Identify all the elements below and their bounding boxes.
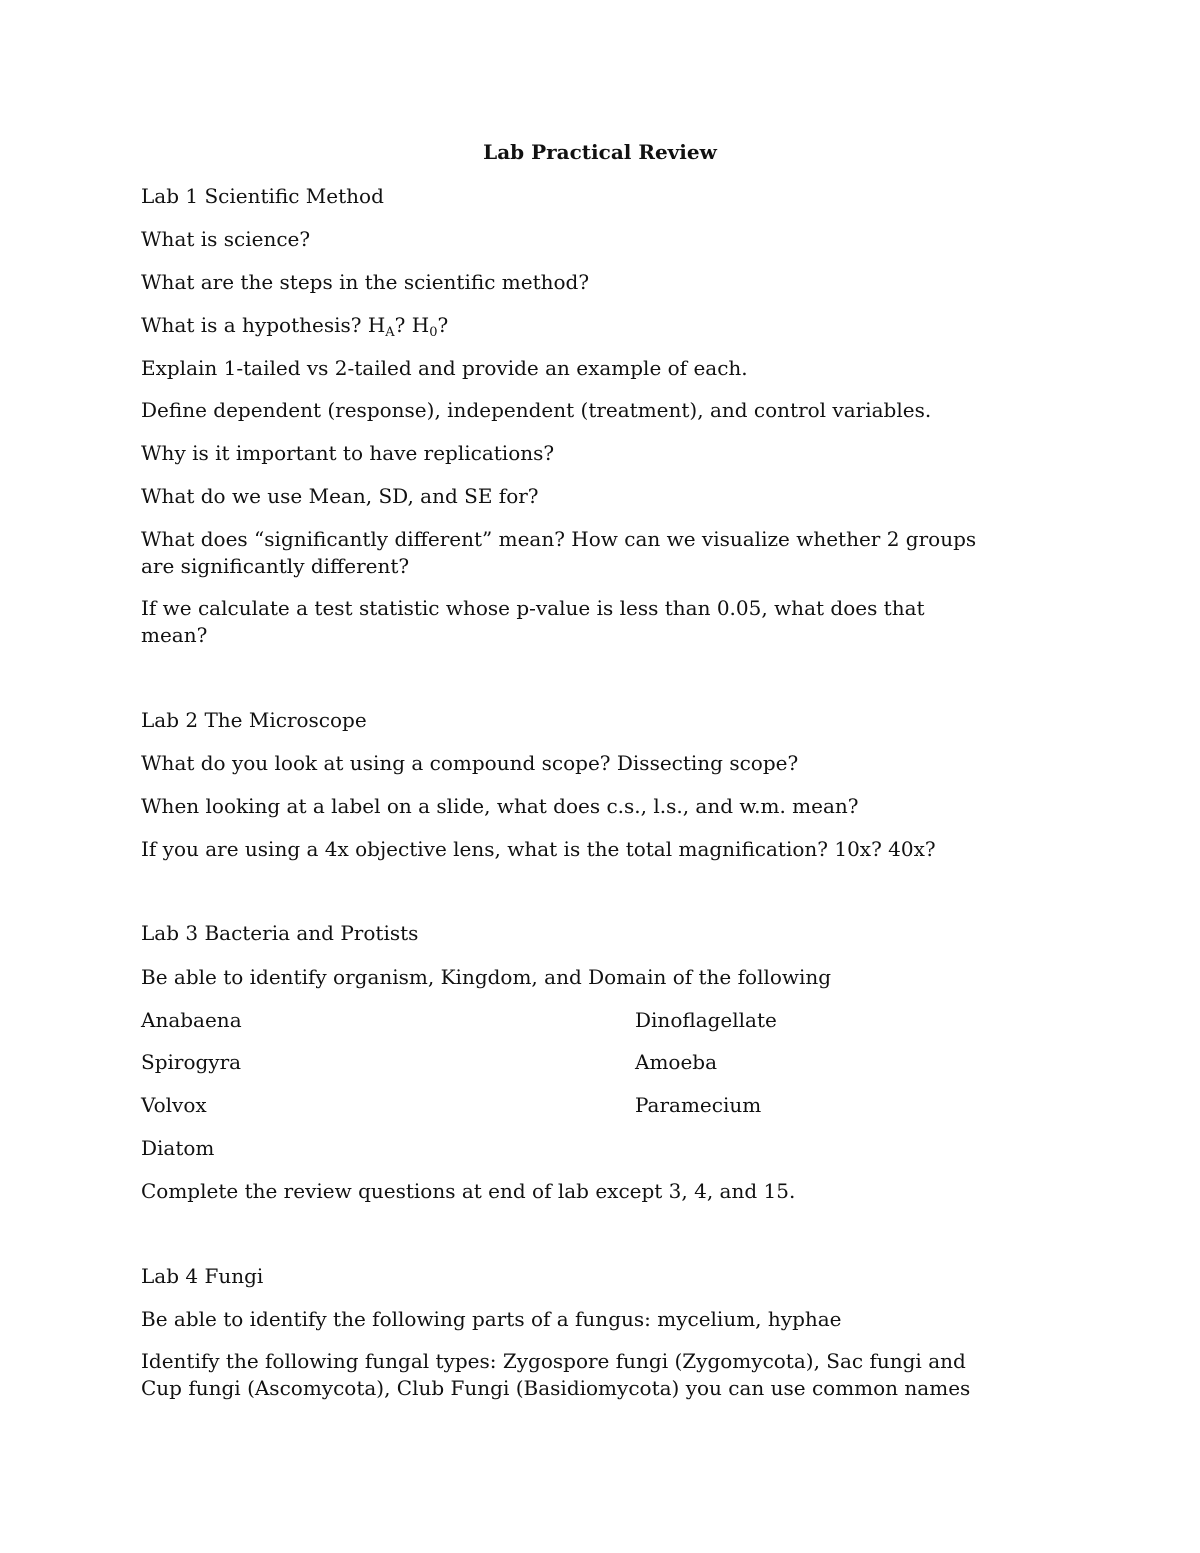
lab4-question-2-line2: Cup fungi (Ascomycota), Club Fungi (Basidiomycota) you can use common names xyxy=(141,1376,971,1400)
organism-anabaena: Anabaena xyxy=(141,1008,242,1032)
lab1-question-5: Define dependent (response), independent (treatment), and control variables. xyxy=(141,398,932,422)
hypothesis-mid: ? H xyxy=(394,313,430,337)
lab1-question-9-line2: mean? xyxy=(141,623,208,647)
lab2-question-1: What do you look at using a compound scope? Dissecting scope? xyxy=(141,751,799,775)
lab1-question-6: Why is it important to have replications? xyxy=(141,441,555,465)
lab1-question-8-line2: are significantly different? xyxy=(141,554,410,578)
hypothesis-text: What is a hypothesis? H xyxy=(141,313,386,337)
organism-dinoflagellate: Dinoflagellate xyxy=(635,1008,777,1032)
lab1-heading: Lab 1 Scientific Method xyxy=(141,184,384,208)
lab4-question-2-line1: Identify the following fungal types: Zygospore fungi (Zygomycota), Sac fungi and xyxy=(141,1349,966,1373)
hypothesis-suffix: ? xyxy=(437,313,449,337)
lab3-intro: Be able to identify organism, Kingdom, and Domain of the following xyxy=(141,965,832,989)
lab1-question-7: What do we use Mean, SD, and SE for? xyxy=(141,484,539,508)
lab2-question-2: When looking at a label on a slide, what does c.s., l.s., and w.m. mean? xyxy=(141,794,859,818)
lab4-question-1: Be able to identify the following parts of a fungus: mycelium, hyphae xyxy=(141,1307,842,1331)
lab1-question-3 xyxy=(141,312,1061,339)
organism-diatom: Diatom xyxy=(141,1136,215,1160)
lab2-question-3: If you are using a 4x objective lens, what is the total magnification? 10x? 40x? xyxy=(141,837,936,861)
organism-paramecium: Paramecium xyxy=(635,1093,762,1117)
lab1-question-1: What is science? xyxy=(141,227,311,251)
lab3-review: Complete the review questions at end of lab except 3, 4, and 15. xyxy=(141,1179,796,1203)
organism-amoeba: Amoeba xyxy=(635,1050,718,1074)
lab1-question-2: What are the steps in the scientific method? xyxy=(141,270,590,294)
lab1-question-4: Explain 1-tailed vs 2-tailed and provide an example of each. xyxy=(141,356,748,380)
organism-volvox: Volvox xyxy=(141,1093,207,1117)
lab1-question-8-line1: What does “significantly different” mean? How can we visualize whether 2 groups xyxy=(141,527,977,551)
lab3-heading: Lab 3 Bacteria and Protists xyxy=(141,921,419,945)
lab1-question-9-line1: If we calculate a test statistic whose p-value is less than 0.05, what does that xyxy=(141,596,925,620)
page-title: Lab Practical Review xyxy=(483,140,717,164)
lab4-heading: Lab 4 Fungi xyxy=(141,1264,264,1288)
subscript-0: 0 xyxy=(429,325,438,340)
subscript-a: A xyxy=(385,325,395,340)
lab2-heading: Lab 2 The Microscope xyxy=(141,708,367,732)
organism-spirogyra: Spirogyra xyxy=(141,1050,242,1074)
